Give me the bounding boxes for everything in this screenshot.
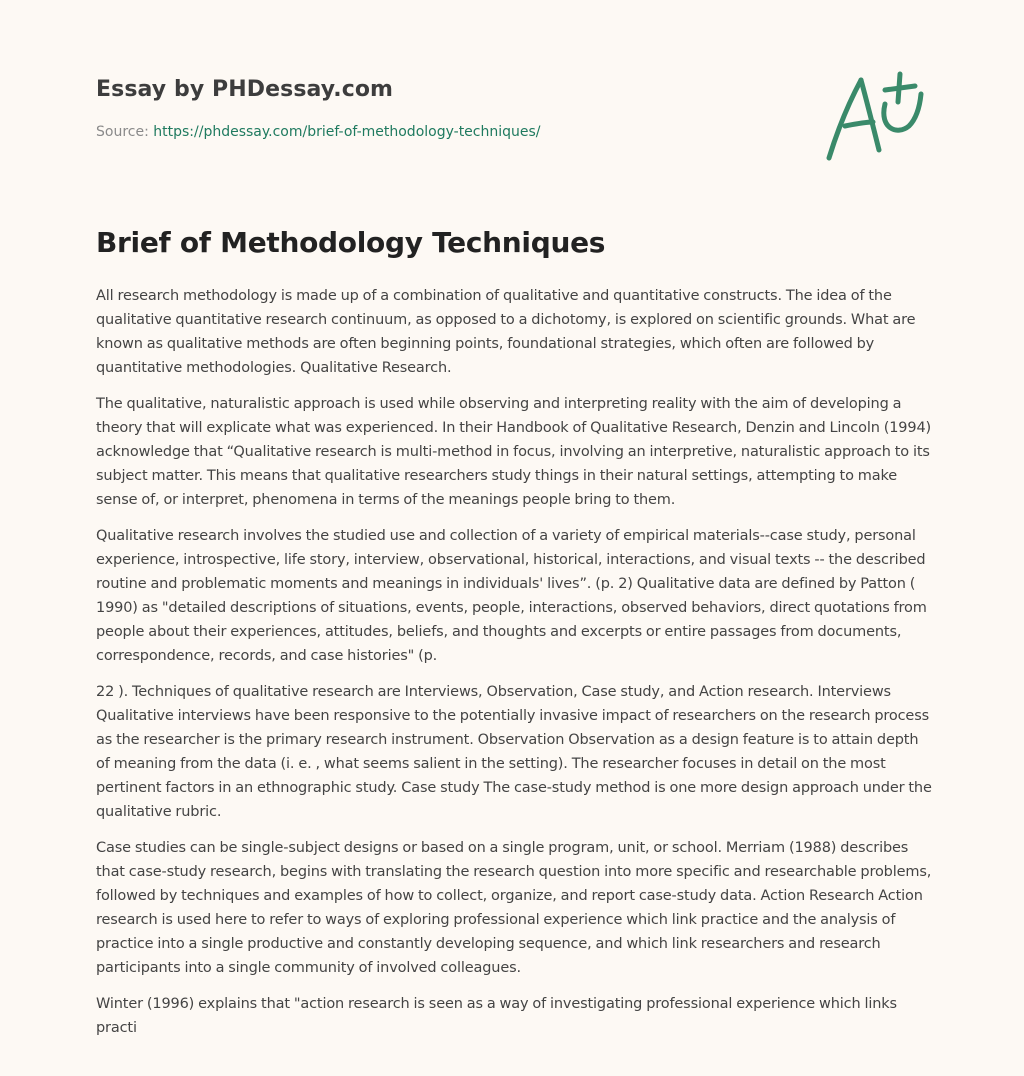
essay-paragraph: The qualitative, naturalistic approach is used while observing and interpreting reality with the aim of developing a theory that will explicate what was experienced. In their Handbook of Qualitative Research, Denzin and Lincoln (1994) acknowledge that “Qualitative research is multi-method in focus, involving an interpretive, naturalistic approach to its subject matter. This means that qualitative researchers study things in their natural settings, attempting to make sense of, or interpret, phenomena in terms of the meanings people bring to them. [96, 396, 932, 508]
essay-paragraph: All research methodology is made up of a combination of qualitative and quantitative constructs. The idea of the qualitative quantitative research continuum, as opposed to a dichotomy, is explored on scientific grounds. What are known as qualitative methods are often beginning points, foundational strategies, which often are followed by quantitative methodologies. Qualitative Research. [96, 288, 916, 376]
source-link[interactable]: https://phdessay.com/brief-of-methodology-techniques/ [153, 124, 541, 140]
essay-paragraph: Qualitative research involves the studied use and collection of a variety of empirical materials--case study, personal experience, introspective, life story, interview, observational, historical, interactions, and visual texts -- the described routine and problematic moments and meanings in individuals' lives”. (p. 2) Qualitative data are defined by Patton ( 1990) as "detailed descriptions of situations, events, people, interactions, observed behaviors, direct quotations from people about their experiences, attitudes, beliefs, and thoughts and excerpts or entire passages from documents, correspondence, records, and case histories" (p. [96, 528, 927, 664]
essay-title: Brief of Methodology Techniques [96, 226, 606, 259]
essay-body [96, 284, 932, 1052]
source-label: Source: [96, 124, 149, 140]
essay-page [96, 0, 932, 1076]
essay-paragraph: Case studies can be single-subject designs or based on a single program, unit, or school. Merriam (1988) describes that case-study research, begins with translating the research question into more specific and researchable problems, followed by techniques and examples of how to collect, organize, and report case-study data. Action Research Action research is used here to refer to ways of exploring professional experience which link practice and the analysis of practice into a single productive and constantly developing sequence, and which link researchers and research participants into a single community of involved colleagues. [96, 840, 932, 976]
essay-paragraph: 22 ). Techniques of qualitative research are Interviews, Observation, Case study, and Action research. Interviews Qualitative interviews have been responsive to the potentially invasive impact of researchers on the research process as the researcher is the primary research instrument. Observation Observation as a design feature is to attain depth of meaning from the data (i. e. , what seems salient in the setting). The researcher focuses in detail on the most pertinent factors in an ethnographic study. Case study The case-study method is one more design approach under the qualitative rubric. [96, 684, 932, 820]
a-plus-grade-icon [823, 70, 927, 164]
essay-paragraph: Winter (1996) explains that "action research is seen as a way of investigating professional experience which links practi [96, 996, 897, 1036]
source-line [96, 124, 541, 140]
site-title: Essay by PHDessay.com [96, 77, 394, 102]
